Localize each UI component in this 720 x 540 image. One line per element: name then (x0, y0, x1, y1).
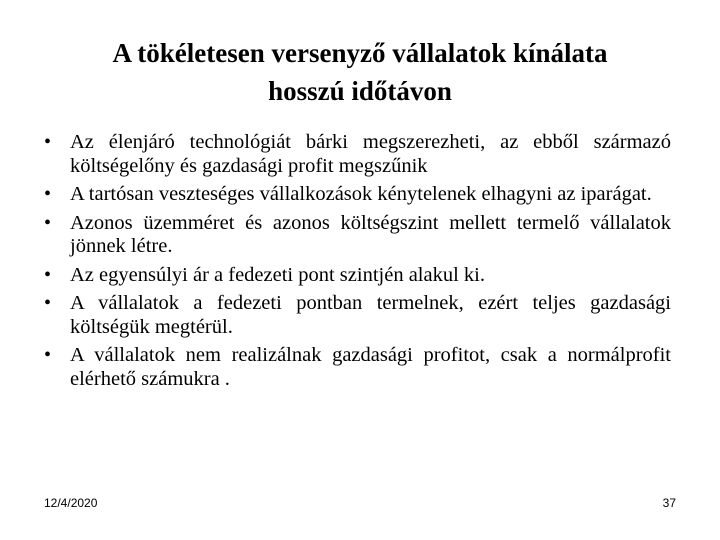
bullet-item (44, 212, 671, 259)
bullet-text: A vállalatok a fedezeti pontban termelnek, ezért teljes gazdasági költségük megtérül. (70, 292, 671, 338)
bullet-list (44, 131, 671, 396)
bullet-item (44, 183, 671, 207)
bullet-text: A vállalatok nem realizálnak gazdasági profitot, csak a normálprofit elérhető számukra . (70, 344, 671, 390)
bullet-item (44, 131, 671, 178)
footer-date: 12/4/2020 (44, 496, 98, 510)
slide-title-line-1: A tökéletesen versenyző vállalatok kínálata (112, 38, 608, 68)
bullet-item (44, 344, 671, 391)
bullet-icon: • (44, 211, 52, 234)
bullet-text: Az egyensúlyi ár a fedezeti pont szintjén alakul ki. (70, 263, 485, 286)
bullet-icon: • (44, 344, 52, 366)
bullet-text: A tartósan veszteséges vállalkozások kénytelenek elhagyni az iparágat. (70, 183, 652, 205)
bullet-item (44, 292, 671, 339)
slide-title (40, 34, 680, 110)
bullet-item (44, 264, 671, 288)
bullet-text: Az élenjáró technológiát bárki megszerezheti, az ebből származó költségelőny és gazdasági profit megszűnik (70, 131, 671, 177)
bullet-icon: • (44, 131, 52, 153)
bullet-icon: • (44, 263, 52, 286)
slide-title-line-2: hosszú időtávon (268, 76, 452, 106)
bullet-icon: • (44, 292, 52, 314)
bullet-text: Azonos üzemméret és azonos költségszint mellett termelő vállalatok jönnek létre. (70, 211, 671, 257)
bullet-icon: • (44, 183, 52, 205)
footer-page-number: 37 (662, 496, 676, 510)
